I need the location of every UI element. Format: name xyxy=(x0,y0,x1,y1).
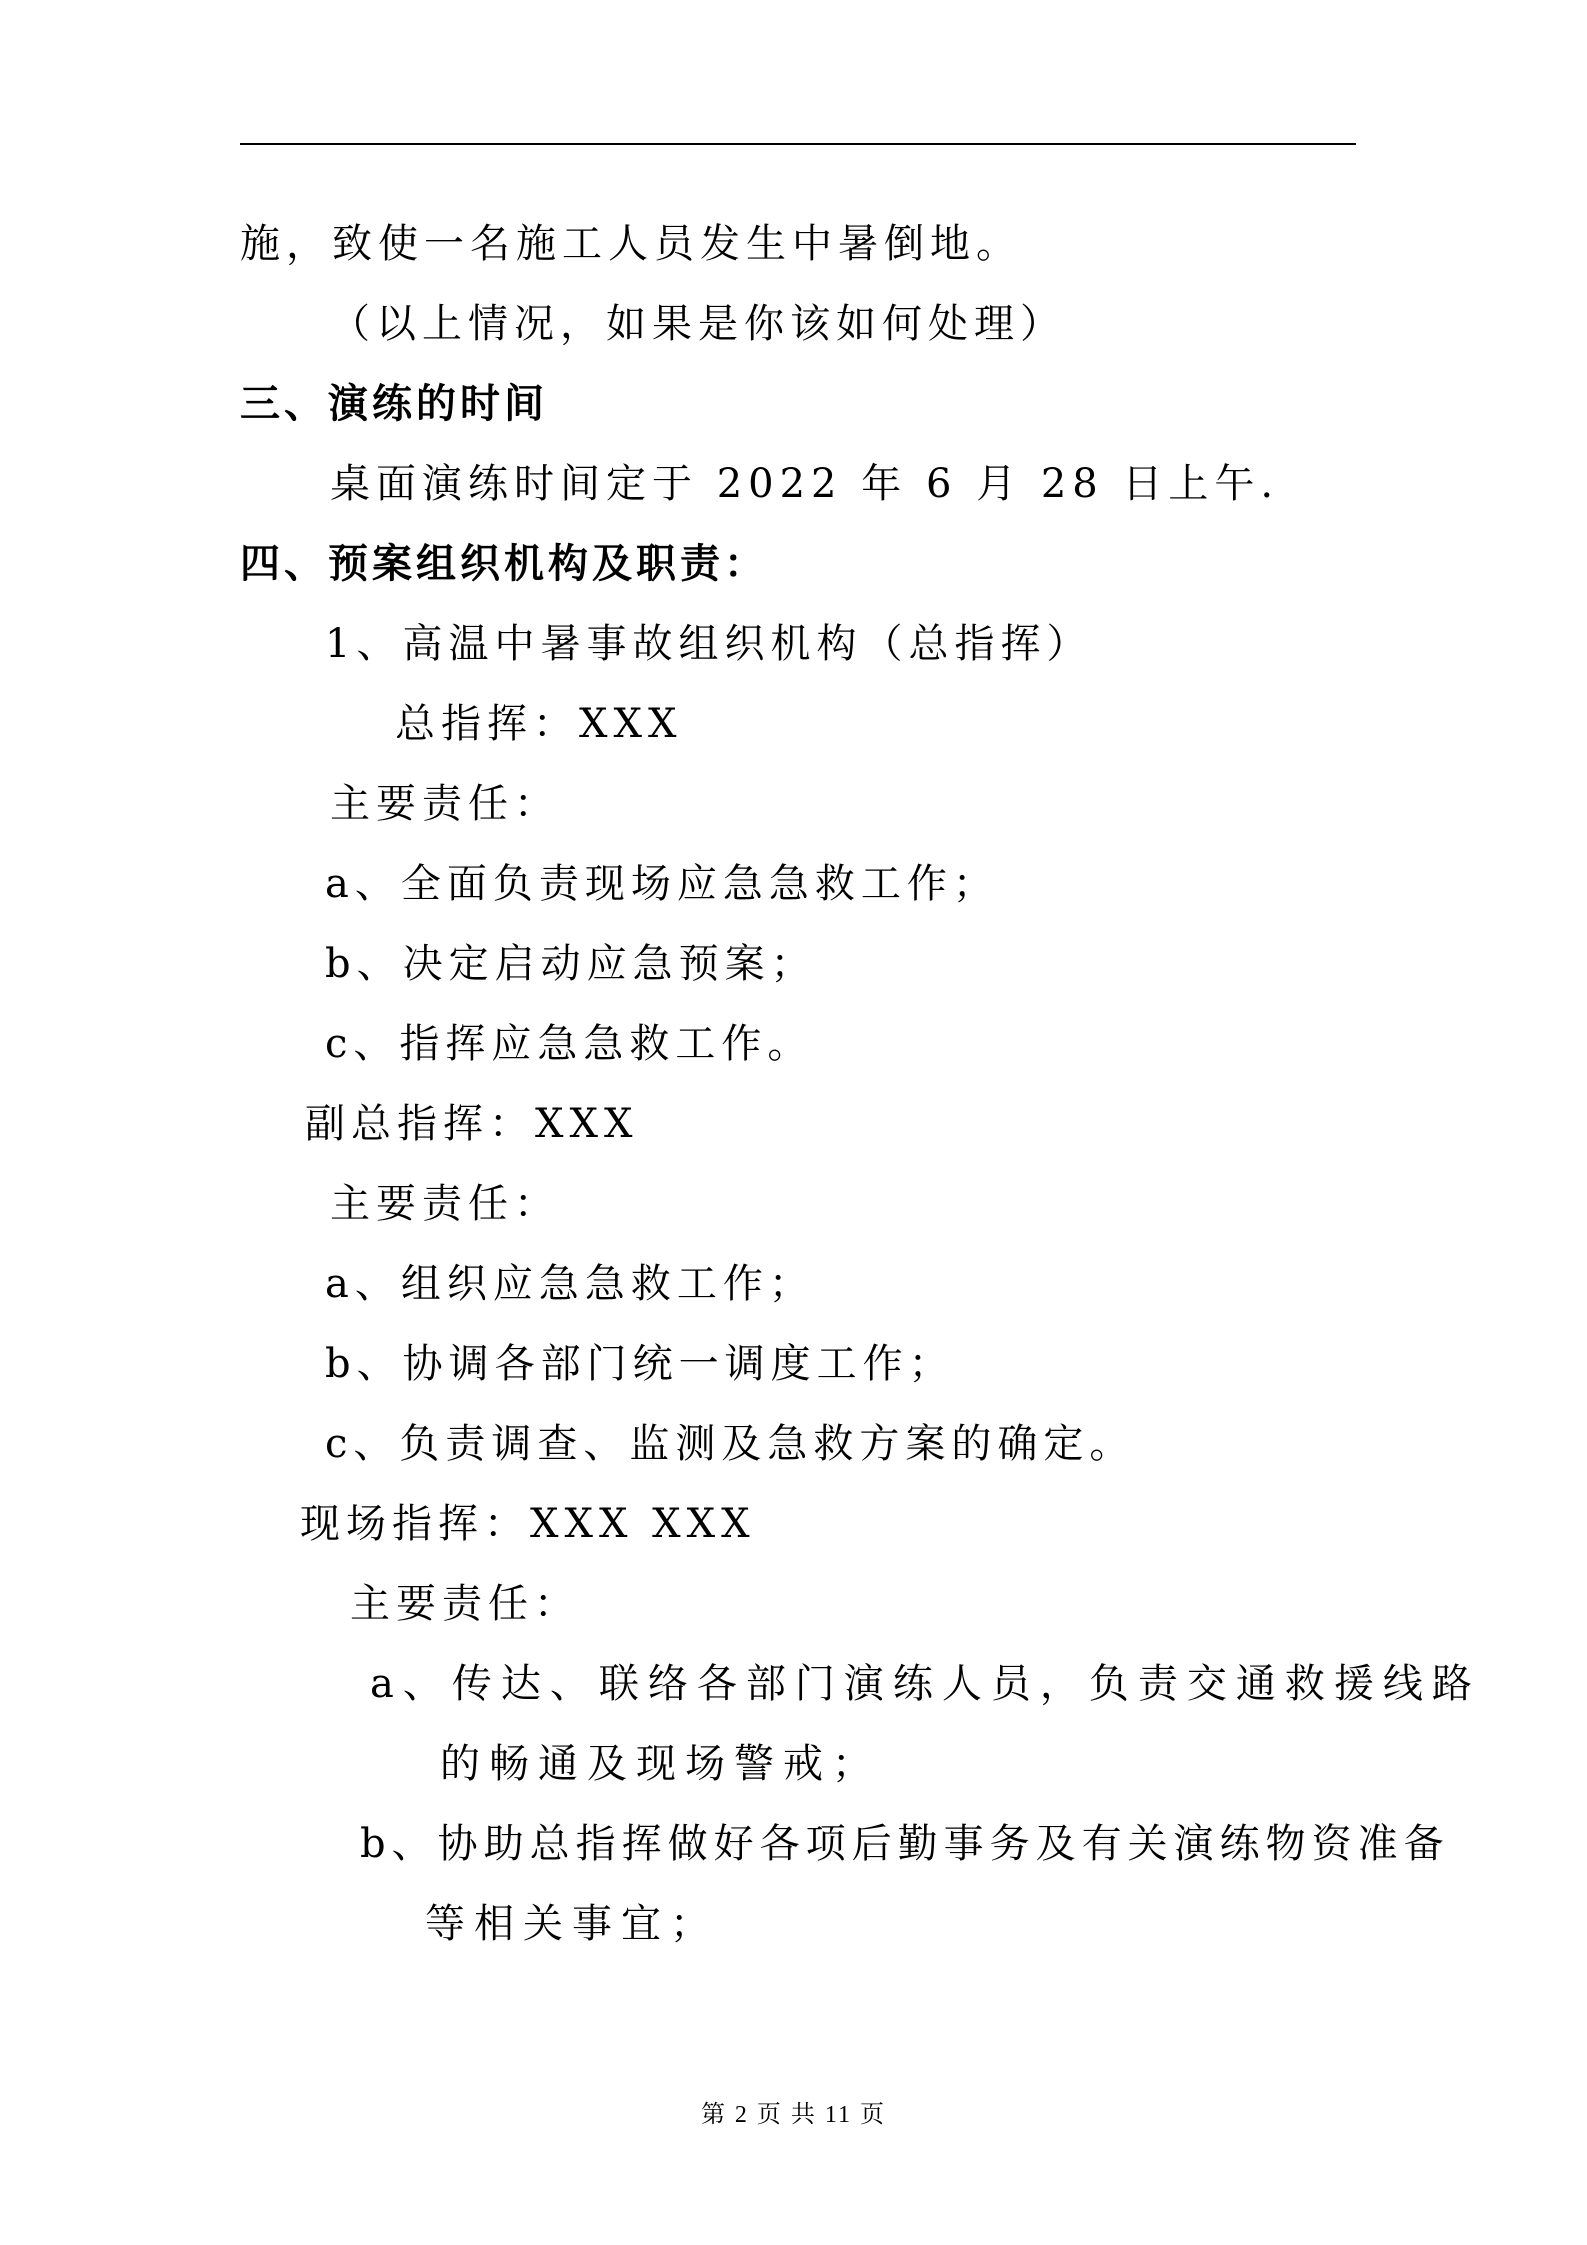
text-line: 主要责任： xyxy=(350,1581,580,1627)
list-item: b、协调各部门统一调度工作； xyxy=(325,1341,955,1387)
list-item: a、全面负责现场应急急救工作； xyxy=(325,861,999,907)
list-item: a、组织应急急救工作； xyxy=(325,1261,815,1307)
text-line: 施，致使一名施工人员发生中暑倒地。 xyxy=(240,221,1022,267)
list-item: c、指挥应急急救工作。 xyxy=(325,1021,814,1067)
list-item-continuation: 等相关事宜； xyxy=(425,1901,719,1947)
text-line: 总指挥：XXX xyxy=(395,701,683,747)
section-heading: 三、演练的时间 xyxy=(240,381,548,427)
list-item: c、负责调查、监测及急救方案的确定。 xyxy=(325,1421,1136,1467)
page-number: 第 2 页 共 11 页 xyxy=(700,2102,887,2128)
list-item: b、协助总指挥做好各项后勤事务及有关演练物资准备 xyxy=(360,1821,1450,1867)
header-rule xyxy=(240,143,1356,145)
text-line: 主要责任： xyxy=(330,1181,560,1227)
list-item-continuation: 的畅通及现场警戒； xyxy=(440,1741,881,1787)
text-line: 现场指挥：XXX XXX xyxy=(300,1501,756,1547)
text-line: （以上情况，如果是你该如何处理） xyxy=(330,301,1066,347)
section-heading: 四、预案组织机构及职责： xyxy=(240,541,768,587)
text-line: 桌面演练时间定于 2022 年 6 月 28 日上午. xyxy=(330,461,1280,507)
list-item: a、传达、联络各部门演练人员，负责交通救援线路 xyxy=(370,1661,1481,1707)
text-line: 1、高温中暑事故组织机构（总指挥） xyxy=(325,621,1093,667)
list-item: b、决定启动应急预案； xyxy=(325,941,817,987)
text-line: 主要责任： xyxy=(330,781,560,827)
text-line: 副总指挥：XXX xyxy=(305,1101,639,1147)
